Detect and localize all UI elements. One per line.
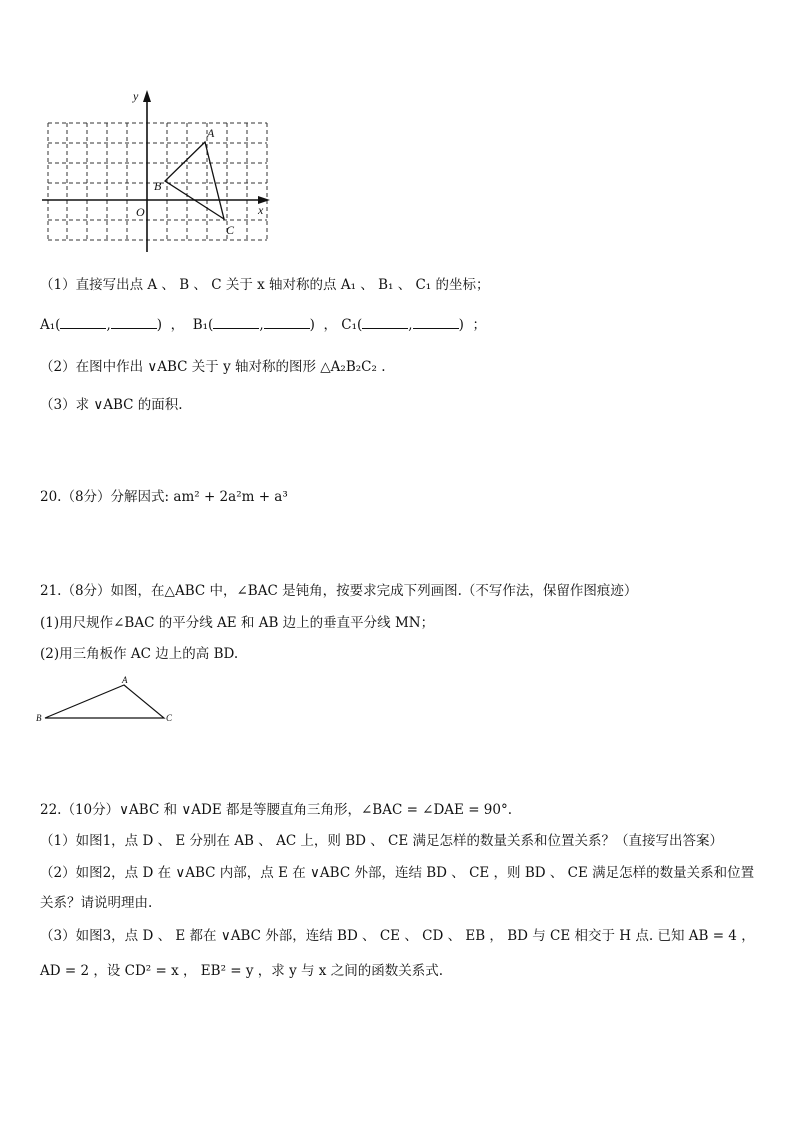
q22-part3a: （3）如图3，点 D 、 E 都在 ∨ABC 外部，连结 BD 、 CE 、 CD 、 EB ， BD 与 CE 相交于 H 点. 已知 AB = 4 ，: [40, 928, 755, 944]
q19-part1: （1）直接写出点 A 、 B 、 C 关于 x 轴对称的点 A₁ 、 B₁ 、 C₁ 的坐标；: [40, 277, 490, 293]
a1-y-blank[interactable]: [111, 316, 157, 329]
b1-y-blank[interactable]: [264, 316, 310, 329]
q21-point-c: C: [166, 713, 173, 723]
b1-x-blank[interactable]: [213, 316, 259, 329]
axes: [42, 90, 270, 252]
axis-x-label: x: [258, 203, 264, 217]
q20-text: 20.（8分）分解因式: am² + 2a²m + a³: [40, 489, 288, 505]
q21-part2: (2)用三角板作 AC 边上的高 BD.: [40, 646, 239, 662]
q22-part1: （1）如图1，点 D 、 E 分别在 AB 、 AC 上，则 BD 、 CE 满足怎样的数量关系和位置关系？（直接写出答案）: [40, 833, 724, 849]
a1-label: A₁(: [40, 317, 61, 333]
c1-x-blank[interactable]: [362, 316, 408, 329]
triangle-figure-q21: [34, 676, 184, 726]
point-b-label: B: [154, 179, 162, 193]
q22-part2b: 关系？请说明理由.: [40, 895, 153, 911]
q21-text: 21.（8分）如图，在△ABC 中，∠BAC 是钝角，按要求完成下列画图.（不写作法，保留作图痕迹）: [40, 583, 638, 599]
triangle-abc: [165, 142, 224, 219]
q22-text: 22.（10分）∨ABC 和 ∨ADE 都是等腰直角三角形，∠BAC = ∠DAE = 90°.: [40, 802, 513, 818]
q19-answer-row: A₁( , ) ， B₁( , ) ， C₁( , ) ；: [40, 317, 486, 333]
point-c-label: C: [226, 223, 235, 237]
q19-part3: （3）求 ∨ABC 的面积.: [40, 397, 183, 413]
a1-x-blank[interactable]: [60, 316, 106, 329]
q21-point-a: A: [122, 676, 128, 685]
c1-label: C₁(: [341, 317, 363, 333]
point-a-label: A: [207, 126, 215, 140]
q19-part2: （2）在图中作出 ∨ABC 关于 y 轴对称的图形 △A₂B₂C₂ .: [40, 359, 386, 375]
q22-part2a: （2）如图2，点 D 在 ∨ABC 内部，点 E 在 ∨ABC 外部，连结 BD 、 CE ，则 BD 、 CE 满足怎样的数量关系和位置: [40, 865, 755, 881]
coordinate-grid-figure: [40, 86, 280, 256]
q22-part3b: AD = 2 ，设 CD² = x ， EB² = y ，求 y 与 x 之间的函数关系式.: [40, 963, 443, 979]
axis-y-label: y: [133, 89, 139, 103]
b1-label: B₁(: [192, 317, 214, 333]
origin-label: O: [136, 205, 145, 219]
c1-y-blank[interactable]: [413, 316, 459, 329]
q21-part1: (1)用尺规作∠BAC 的平分线 AE 和 AB 边上的垂直平分线 MN；: [40, 615, 435, 631]
q21-point-b: B: [36, 713, 42, 723]
